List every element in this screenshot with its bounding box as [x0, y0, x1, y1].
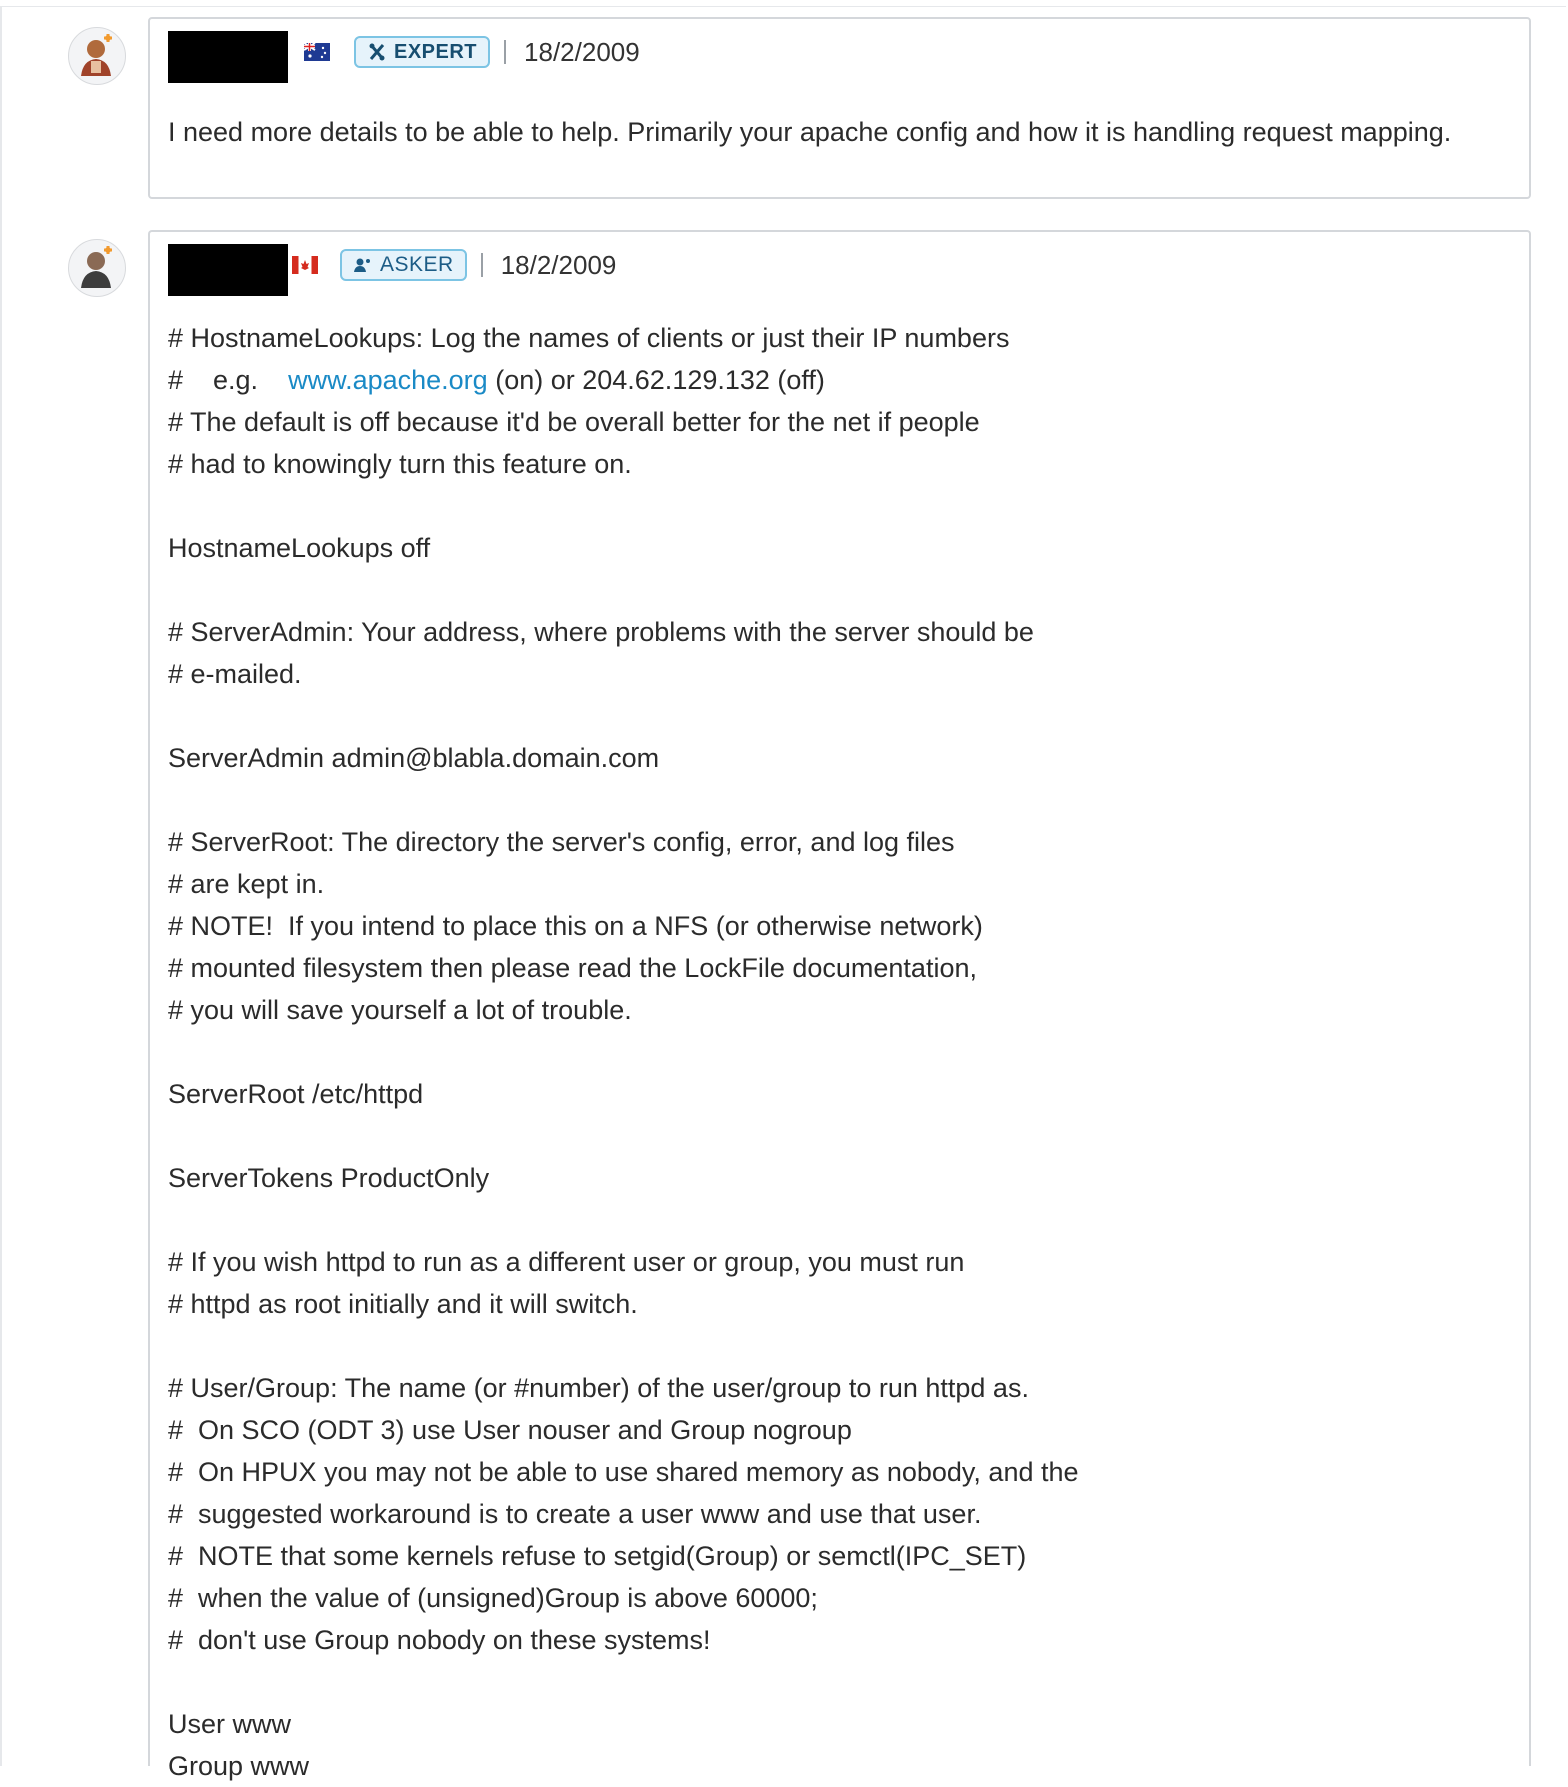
- config-line: # mounted filesystem then please read the LockFile documentation,: [168, 953, 977, 983]
- config-line: User www: [168, 1709, 292, 1739]
- config-line: [168, 1325, 1509, 1367]
- canada-flag-icon: [292, 256, 318, 274]
- config-line: # don't use Group nobody on these systems!: [168, 1625, 711, 1655]
- badge-label: EXPERT: [394, 40, 478, 63]
- asker-avatar[interactable]: [68, 239, 126, 297]
- config-line: # If you wish httpd to run as a different user or group, you must run: [168, 1247, 965, 1277]
- config-line: [168, 695, 1509, 737]
- config-line: # NOTE! If you intend to place this on a NFS (or otherwise network): [168, 911, 983, 941]
- header-divider: [504, 40, 506, 64]
- config-line: # httpd as root initially and it will switch.: [168, 1289, 638, 1319]
- config-line: # On HPUX you may not be able to use shared memory as nobody, and the: [168, 1457, 1079, 1487]
- config-line: [168, 569, 1509, 611]
- asker-icon: [353, 256, 373, 274]
- config-line-with-link: [168, 359, 1509, 401]
- config-line: # you will save yourself a lot of trouble.: [168, 995, 632, 1025]
- config-line: # On SCO (ODT 3) use User nouser and Group nogroup: [168, 1415, 852, 1445]
- config-line: [168, 1115, 1509, 1157]
- config-line: [168, 1661, 1509, 1703]
- config-line: # had to knowingly turn this feature on.: [168, 449, 632, 479]
- config-line: # User/Group: The name (or #number) of the user/group to run httpd as.: [168, 1373, 1029, 1403]
- config-line: # ServerRoot: The directory the server's config, error, and log files: [168, 827, 955, 857]
- config-line: [168, 485, 1509, 527]
- config-text: [168, 317, 1509, 1787]
- config-line: [168, 1199, 1509, 1241]
- comment-date: 18/2/2009: [524, 36, 640, 67]
- comment-card-expert: [148, 17, 1531, 199]
- expert-avatar[interactable]: [68, 27, 126, 85]
- config-line: # are kept in.: [168, 869, 325, 899]
- expert-icon: [367, 42, 387, 62]
- expert-badge: [354, 36, 490, 68]
- config-line: ServerAdmin admin@blabla.domain.com: [168, 743, 660, 773]
- config-line: [168, 1031, 1509, 1073]
- config-line: Group www: [168, 1751, 310, 1781]
- config-line: # when the value of (unsigned)Group is above 60000;: [168, 1583, 818, 1613]
- badge-label: ASKER: [380, 253, 454, 276]
- comment-text: I need more details to be able to help. Primarily your apache config and how it is handling request mapping.: [168, 117, 1452, 147]
- config-line: # suggested workaround is to create a user www and use that user.: [168, 1499, 982, 1529]
- comment-header: [168, 244, 616, 296]
- line-suffix: (on) or 204.62.129.132 (off): [487, 365, 825, 395]
- redacted-author-name: [168, 31, 288, 83]
- config-line: HostnameLookups off: [168, 533, 431, 563]
- config-line: # ServerAdmin: Your address, where problems with the server should be: [168, 617, 1034, 647]
- redacted-author-name: [168, 244, 288, 296]
- config-line: # e-mailed.: [168, 659, 302, 689]
- australia-flag-icon: [304, 43, 330, 61]
- config-line: ServerTokens ProductOnly: [168, 1163, 490, 1193]
- config-line: # The default is off because it'd be overall better for the net if people: [168, 407, 980, 437]
- comment-card-asker: [148, 230, 1531, 1781]
- config-line: ServerRoot /etc/httpd: [168, 1079, 424, 1109]
- header-divider: [481, 253, 483, 277]
- comment-date: 18/2/2009: [500, 249, 617, 280]
- config-line: [168, 779, 1509, 821]
- asker-badge: [340, 249, 467, 281]
- comment-header: [168, 31, 640, 83]
- line-prefix: # e.g.: [168, 365, 289, 395]
- apache-link[interactable]: www.apache.org: [288, 365, 488, 395]
- config-line: # NOTE that some kernels refuse to setgid(Group) or semctl(IPC_SET): [168, 1541, 1027, 1571]
- config-line: # HostnameLookups: Log the names of clients or just their IP numbers: [168, 323, 1010, 353]
